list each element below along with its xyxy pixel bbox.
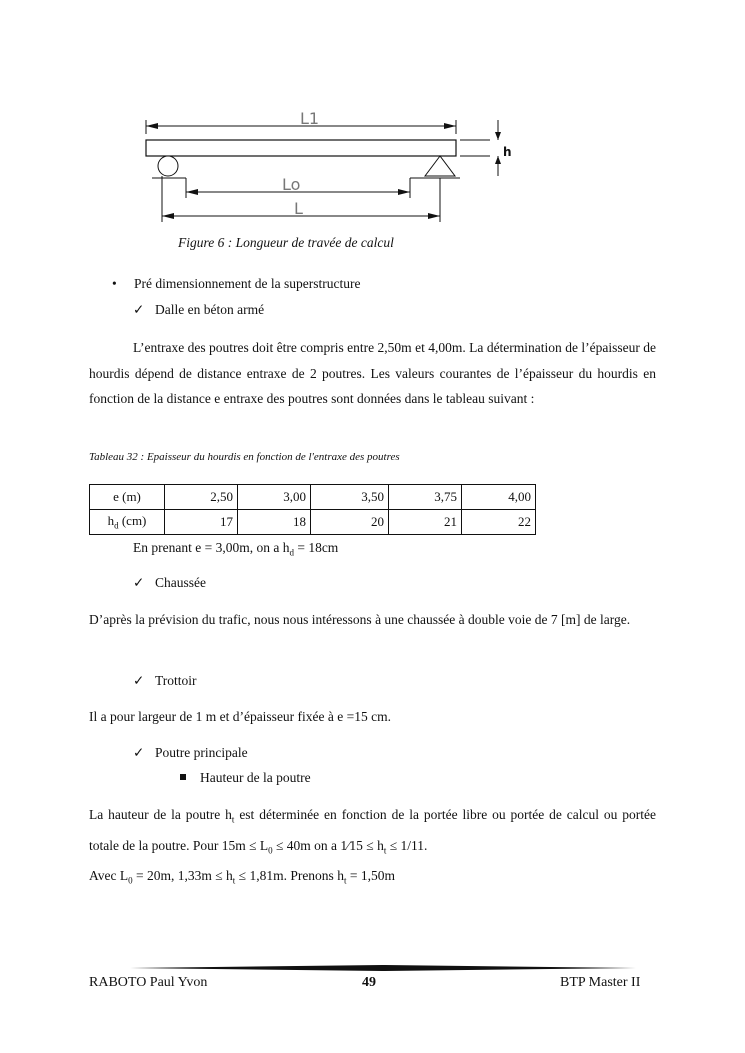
span-length-figure <box>130 100 530 230</box>
table-cell: 22 <box>462 510 536 535</box>
check-item-dalle <box>133 302 264 318</box>
square-bullet-icon <box>180 774 186 780</box>
check-item-chaussee <box>133 575 206 591</box>
table-cell: 21 <box>389 510 462 535</box>
roller-support <box>158 156 178 176</box>
footer-author: RABOTO Paul Yvon <box>89 975 208 990</box>
beam <box>146 140 456 156</box>
footer-program: BTP Master II <box>560 975 641 990</box>
label-h: h <box>503 145 512 159</box>
check-item-poutre <box>133 745 248 761</box>
square-bullet-item <box>180 770 311 786</box>
table-cell: 3,00 <box>238 485 311 510</box>
square-bullet-text: Hauteur de la poutre <box>200 770 311 785</box>
bullet-item <box>112 276 360 292</box>
table-row <box>90 510 536 535</box>
row-label-e: e (m) <box>90 485 165 510</box>
checkmark-icon: ✓ <box>133 673 145 688</box>
check-text: Trottoir <box>155 673 197 688</box>
footer-page-number: 49 <box>362 975 376 990</box>
check-text: Chaussée <box>155 575 206 590</box>
checkmark-icon: ✓ <box>133 302 145 317</box>
checkmark-icon: ✓ <box>133 575 145 590</box>
table-cell: 3,75 <box>389 485 462 510</box>
after-table-text: En prenant e = 3,00m, on a $h_d = 18cm$ <box>133 540 339 558</box>
hourdis-table <box>89 484 536 535</box>
table-cell: 20 <box>311 510 389 535</box>
table-cell: 17 <box>165 510 238 535</box>
paragraph-chaussee: D’après la prévision du trafic, nous nous intéressons à une chaussée à double voie de 7 [m] de large. <box>89 612 631 627</box>
paragraph-hauteur: La hauteur de la poutre $h_t$ est déterminée en fonction de la portée libre ou portée de calcul ou portée totale de la poutre. Pour $15m \le L_0 \le 40m$ on a 1⁄15 ≤ $h_t \le 1/11$. <box>89 807 656 856</box>
paragraph-trottoir: Il a pour largeur de 1 m et d’épaisseur fixée à e =15 cm. <box>89 709 391 724</box>
table-cell: 3,50 <box>311 485 389 510</box>
table-cell: 18 <box>238 510 311 535</box>
checkmark-icon: ✓ <box>133 745 145 760</box>
pin-support <box>425 156 455 176</box>
check-text: Dalle en béton armé <box>155 302 265 317</box>
row-label-hd: $h_d$ (cm) <box>90 510 165 535</box>
bullet-text: Pré dimensionnement de la superstructure <box>134 276 361 291</box>
paragraph-entraxe: L’entraxe des poutres doit être compris entre 2,50m et 4,00m. La détermination de l’épaisseur de hourdis dépend de distance entraxe de 2 poutres. Les valeurs courantes de l’épaisseur du hourdis en fonction de la distance e entraxe des poutres sont données dans le tableau suivant : <box>89 340 656 406</box>
check-item-trottoir <box>133 673 197 689</box>
footer-rule <box>130 965 640 971</box>
bullet-icon: • <box>112 276 117 291</box>
label-lo: Lo <box>282 175 301 194</box>
check-text: Poutre principale <box>155 745 248 760</box>
figure-caption: Figure 6 : Longueur de travée de calcul <box>178 235 394 250</box>
label-l: L <box>294 199 303 218</box>
table-row <box>90 485 536 510</box>
table-caption: Tableau 32 : Epaisseur du hourdis en fonction de l'entraxe des poutres <box>89 451 400 463</box>
table-cell: 2,50 <box>165 485 238 510</box>
paragraph-avec: Avec $L_0 = 20m$, $1,33m \le h_t \le 1,81m$. Prenons $h_t = 1,50m$ <box>89 868 395 886</box>
table-cell: 4,00 <box>462 485 536 510</box>
label-l1: L1 <box>300 109 320 128</box>
